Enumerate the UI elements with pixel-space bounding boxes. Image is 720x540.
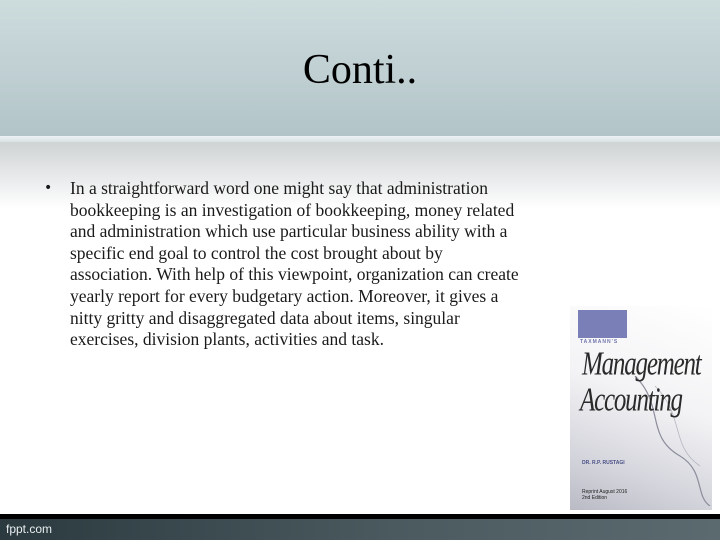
footer-band xyxy=(0,519,720,540)
bullet-dot-icon: • xyxy=(44,180,53,196)
book-publisher: TAXMANN'S xyxy=(580,339,619,345)
book-cover-color-block xyxy=(578,310,627,338)
bullet-list xyxy=(44,178,524,351)
bullet-text: In a straightforward word one might say that administration bookkeeping is an investigation of bookkeeping, money related and administration which use particular business ability with a specific end goal to control the cost brought about by association. With help of this viewpoint, organization can create yearly report for every budgetary action. Moreover, it gives a nitty gritty and disaggregated data about items, singular exercises, division plants, activities and task. xyxy=(70,178,519,350)
book-edition-line-2: 2nd Edition xyxy=(582,495,608,501)
slide-title: Conti.. xyxy=(302,47,418,93)
book-edition-line-1: Reprint August 2016 xyxy=(582,489,628,495)
book-cover-image xyxy=(570,306,712,510)
book-title-line-2: Accounting xyxy=(580,382,682,419)
footer-watermark: fppt.com xyxy=(6,522,53,536)
book-author: DR. R.P. RUSTAGI xyxy=(582,460,625,466)
book-edition xyxy=(582,489,627,501)
book-title-line-1: Management xyxy=(582,346,701,383)
bullet-item xyxy=(44,178,524,351)
